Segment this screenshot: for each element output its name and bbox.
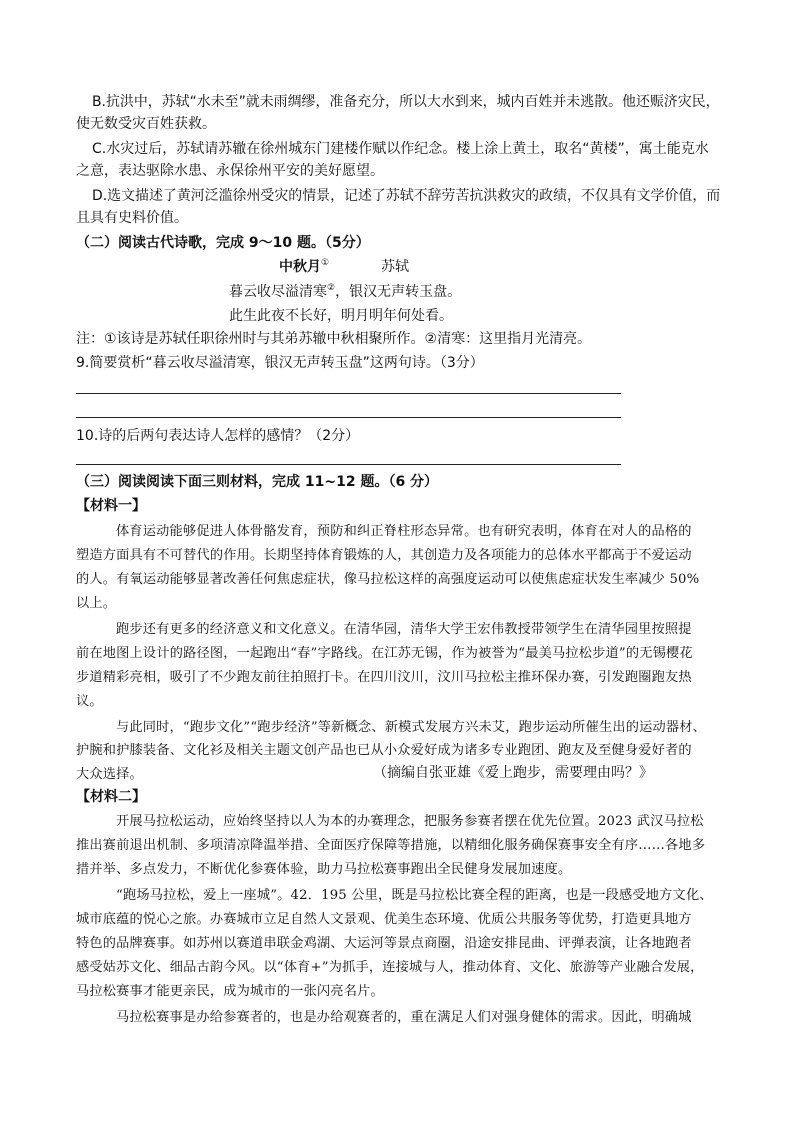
material-1-line: 议。: [76, 694, 103, 709]
material-1-label: 【材料一】: [76, 498, 146, 514]
option-c-line2: 之意，表达驱除水患、永保徐州平安的美好愿望。: [76, 163, 384, 179]
section2-heading: （二）阅读古代诗歌，完成 9～10 题。（5分）: [76, 235, 370, 251]
material-1-source: （摘编自张亚雄《爱上跑步，需要理由吗？》: [373, 765, 653, 781]
material-2-line: 开展马拉松运动，应始终坚持以人为本的办赛理念，把服务参赛者摆在优先位置。2023 武汉马拉松: [116, 814, 704, 829]
poem-notes: 注：①该诗是苏轼任职徐州时与其弟苏辙中秋相聚所作。②清寒：这里指月光清亮。: [76, 331, 592, 347]
poem-title-footnote: ①: [321, 258, 330, 268]
option-d-line2: 且具有史料价值。: [76, 210, 188, 226]
material-1-line: 以上。: [76, 596, 117, 611]
material-2-line: 马拉松赛事才能更亲民，成为城市的一张闪亮名片。: [76, 984, 384, 999]
material-2-line: “跑场马拉松，爱上一座城”。42．195 公里，既是马拉松比赛全程的距离，也是一段感受地方文化、: [116, 888, 713, 903]
material-2-line: 马拉松赛事是办给参赛者的，也是办给观赛者的，重在满足人们对强身健体的需求。因此，明确城: [116, 1010, 692, 1025]
poem-line-2: 此生此夜不长好，明月明年何处看。: [229, 308, 453, 324]
poem-author: 苏轼: [381, 259, 409, 275]
material-1-line: 大众选择。: [76, 767, 143, 782]
poem-line-1: [229, 282, 461, 302]
material-2-line: 推出赛前退出机制、多项清凉降温举措、全面医疗保障等措施，以精细化服务确保赛事安全有序……各地多: [76, 838, 706, 853]
poem-line-1-b: ，银汉无声转玉盘。: [335, 284, 462, 300]
material-1-line: 体育运动能够促进人体骨骼发育，预防和纠正脊柱形态异常。也有研究表明，体育在对人的品格的: [116, 524, 692, 539]
question-9: 9.简要赏析“暮云收尽溢清寒，银汉无声转玉盘”这两句诗。（3分）: [76, 355, 484, 371]
answer-line-9a[interactable]: [76, 393, 621, 394]
material-2-label: 【材料二】: [76, 789, 146, 805]
material-2-line: 城市底蕴的悦心之旅。办赛城市立足自然人文景观、优美生态环境、优质公共服务等优势，打造更具地方: [76, 912, 692, 927]
option-d-line1: D.选文描述了黄河泛滥徐州受灾的情景，记述了苏轼不辞劳苦抗洪救灾的政绩，不仅具有文学价值，而: [92, 188, 721, 204]
material-1-line: 前在地图上设计的路径图，一起跑出“春”字路线。在江苏无锡，作为被誉为“最美马拉松步道”的无锡樱花: [76, 646, 693, 661]
poem-line-1-footnote: ②: [327, 283, 336, 293]
answer-line-10[interactable]: [76, 464, 621, 465]
material-2-line: 措并举、多点发力，不断优化参赛体验，助力马拉松赛事跑出全民健身发展加速度。: [76, 862, 572, 877]
poem-title: 中秋月: [279, 259, 321, 275]
question-10: 10.诗的后两句表达诗人怎样的感情？（2分）: [76, 428, 360, 444]
section3-heading: （三）阅读阅读下面三则材料，完成 11~12 题。（6 分）: [76, 474, 439, 490]
poem-title-row: [279, 257, 329, 277]
material-1-line: 步道精彩亮相，吸引了不少跑友前往拍照打卡。在四川汶川，汶川马拉松主推环保办赛，引发跑圈跑友热: [76, 670, 692, 685]
material-1-line: 塑造方面具有不可替代的作用。长期坚持体育锻炼的人，其创造力及各项能力的总体水平都高于不爱运动: [76, 548, 692, 563]
material-2-line: 感受姑苏文化、细品古韵今风。以“体育+”为抓手，连接城与人，推动体育、文化、旅游等产业融合发展，: [76, 960, 704, 975]
material-1-line: 的人。有氧运动能够显著改善任何焦虑症状，像马拉松这样的高强度运动可以使焦虑症状发生率减少 50%: [76, 572, 700, 587]
material-1-line: 与此同时，“跑步文化”“跑步经济”等新概念、新模式发展方兴未艾，跑步运动所催生出的运动器材、: [116, 720, 707, 735]
material-2-line: 特色的品牌赛事。如苏州以赛道串联金鸡湖、大运河等景点商圈，沿途安排昆曲、评弹表演，让各地跑者: [76, 936, 692, 951]
material-1-line: 跑步还有更多的经济意义和文化意义。在清华园，清华大学王宏伟教授带领学生在清华园里按照提: [116, 622, 692, 637]
poem-line-1-a: 暮云收尽溢清寒: [229, 284, 327, 300]
option-b-line1: B.抗洪中，苏轼“水未至”就未雨绸缪，准备充分，所以大水到来，城内百姓并未逃散。他还赈济灾民，: [92, 94, 720, 110]
answer-line-9b[interactable]: [76, 417, 621, 418]
option-c-line1: C.水灾过后，苏轼请苏辙在徐州城东门建楼作赋以作纪念。楼上涂上黄土，取名“黄楼”，寓土能克水: [92, 141, 709, 157]
material-1-line: 护腕和护膝装备、文化衫及相关主题文创产品也已从小众爱好成为诸多专业跑团、跑友及至健身爱好者的: [76, 743, 692, 758]
option-b-line2: 使无数受灾百姓获救。: [76, 116, 216, 132]
